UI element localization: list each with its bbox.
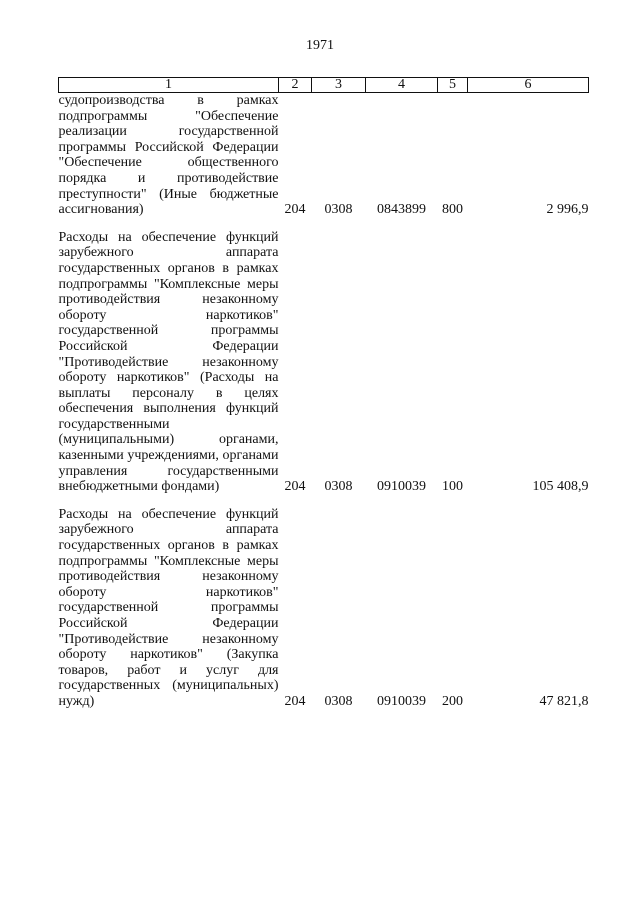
row-col-5: 100 [442,479,463,495]
row-amount: 2 996,9 [546,202,589,218]
row-col-5: 800 [442,202,463,218]
table-row [59,495,589,710]
row-description: судопроизводства в рамках подпрограммы "Обеспечение реализации государственной программы Российской Федерации "Обеспечение общественного порядка и противодействие преступности" (Иные бюджетные ассигнования) [58,93,279,218]
row-col-3: 0308 [324,693,353,709]
row-col-2: 204 [284,693,306,709]
row-col-3: 0308 [324,479,353,495]
page-number: 1971 [306,38,334,53]
row-col-2: 204 [284,202,306,218]
row-col-3: 0308 [324,202,353,218]
header-col-3: 3 [312,78,366,93]
row-col-4: 0910039 [377,693,426,709]
header-col-6: 6 [468,78,589,93]
header-col-4: 4 [366,78,438,93]
row-col-4: 0843899 [377,202,426,218]
table-row [59,93,589,218]
budget-table [58,77,589,710]
row-amount: 105 408,9 [532,479,589,495]
header-col-2: 2 [279,78,312,93]
header-col-5: 5 [438,78,468,93]
row-col-5: 200 [442,693,463,709]
row-col-4: 0910039 [377,479,426,495]
header-col-1: 1 [59,78,279,93]
row-amount: 47 821,8 [539,693,589,709]
table-header-row [59,78,589,93]
row-description: Расходы на обеспечение функций зарубежного аппарата государственных органов в рамках подпрограммы "Комплексные меры противодействия незаконному обороту наркотиков" государственной программы Российской Федерации "Противодействие незаконному обороту наркотиков" (Расходы на выплаты персоналу в целях обеспечения выполнения функций государственными (муниципальными) органами, казенными учреждениями, органами управления государственными внебюджетными фондами) [58,229,279,495]
table-row [59,218,589,495]
row-col-2: 204 [284,479,306,495]
row-description: Расходы на обеспечение функций зарубежного аппарата государственных органов в рамках подпрограммы "Комплексные меры противодействия незаконному обороту наркотиков" государственной программы Российской Федерации "Противодействие незаконному обороту наркотиков" (Закупка товаров, работ и услуг для государственных (муниципальных) нужд) [58,506,279,709]
